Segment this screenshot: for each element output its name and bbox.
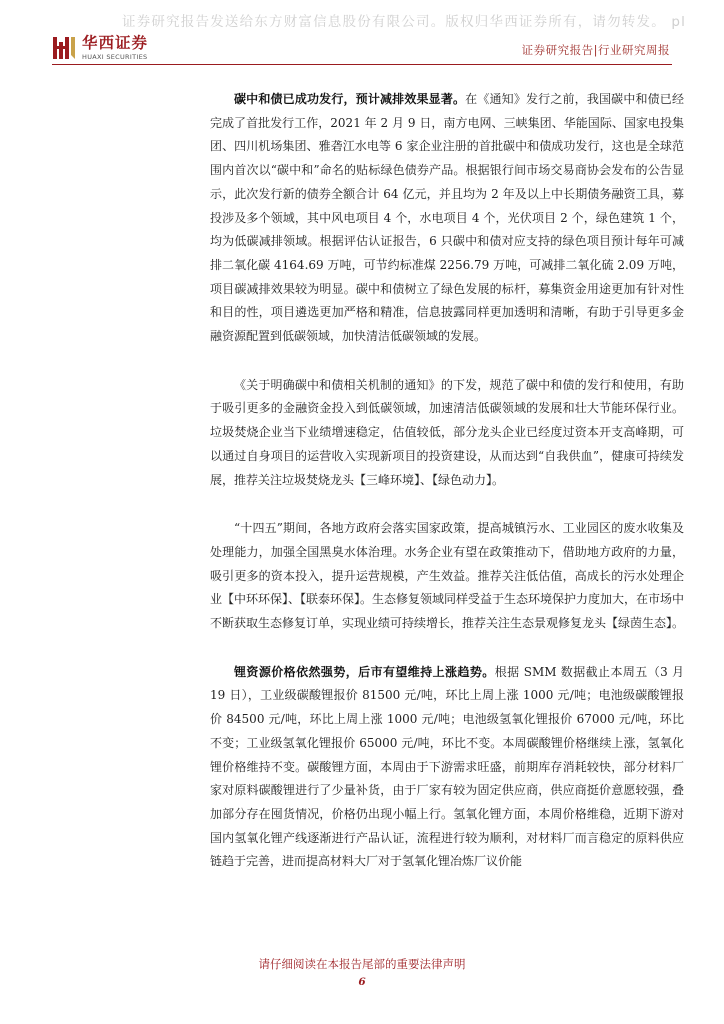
report-body — [210, 88, 684, 899]
huaxi-logo-icon — [52, 34, 76, 62]
paragraph-carbon-neutral-bond — [210, 88, 684, 349]
paragraph-text: 《关于明确碳中和债相关机制的通知》的下发，规范了碳中和债的发行和使用，有助于吸引更多的金融资金投入到低碳领域，加速清洁低碳领域的发展和壮大节能环保行业。垃圾焚烧企业当下业绩增速稳定，估值较低，部分龙头企业已经度过资本开支高峰期，可以通过自身项目的运营收入实现新项目的投资建设，从而达到“自我供血”，健康可持续发展，推荐关注垃圾焚烧龙头【三峰环境】、【绿色动力】。 — [210, 377, 684, 487]
page-number: 6 — [358, 976, 366, 988]
watermark: 证券研究报告发送给东方财富信息股份有限公司。版权归华西证券所有，请勿转发。 pl — [122, 14, 687, 30]
paragraph-lead: 锂资源价格依然强势，后市有望维持上涨趋势。 — [234, 664, 495, 679]
legal-disclaimer-note: 请仔细阅读在本报告尾部的重要法律声明 — [258, 957, 466, 971]
header-divider — [52, 64, 672, 65]
paragraph-lithium-prices — [210, 661, 684, 874]
paragraph-text: 在《通知》发行之前，我国碳中和债已经完成了首批发行工作，2021 年 2 月 9 日，南方电网、三峡集团、华能国际、国家电投集团、四川机场集团、雅砻江水电等 6 家企业注册的首批碳中和债成功发行，这也是全球范围内首次以“碳中和”命名的贴标绿色债券产品。根据银行间市场交易商协会发布的公告显示，此次发行新的债券全额合计 64 亿元，并且均为 2 年及以上中长期债务融资工具，募投涉及多个领域，其中风电项目 4 个，水电项目 4 个，光伏项目 2 个，绿色建筑 1 个，均为低碳减排领域。根据评估认证报告，6 只碳中和债对应支持的绿色项目预计每年可减排二氧化碳 4164.69 万吨，可节约标准煤 2256.79 万吨，可减排二氧化硫 2.09 万吨，项目碳减排效果较为明显。碳中和债树立了绿色发展的标杆，募集资金用途更加有针对性和目的性，项目遴选更加严格和精准，信息披露同样更加透明和清晰，有助于引导更多金融资源配置到低碳领域，加快清洁低碳领域的发展。 — [210, 92, 684, 344]
paragraph-text: “十四五”期间，各地方政府会落实国家政策，提高城镇污水、工业园区的废水收集及处理能力，加强全国黑臭水体治理。水务企业有望在政策推动下，借助地方政府的力量，吸引更多的资本投入，提升运营规模，产生效益。推荐关注低估值，高成长的污水处理企业【中环环保】、【联泰环保】。生态修复领域同样受益于生态环境保护力度加大，在市场中不断获取生态修复订单，实现业绩可持续增长，推荐关注生态景观修复龙头【绿茵生态】。 — [210, 521, 685, 631]
logo-chinese-name: 华西证券 — [82, 33, 149, 52]
company-logo — [52, 34, 148, 62]
logo-english-name: HUAXI SECURITIES — [82, 53, 148, 61]
paragraph-lead: 碳中和债已成功发行，预计减排效果显著。 — [234, 92, 466, 106]
paragraph-notice-impact — [210, 374, 684, 493]
paragraph-text: 根据 SMM 数据截止本周五（3 月 19 日），工业级碳酸锂报价 81500 元/吨，环比上周上涨 1000 元/吨；电池级碳酸锂报价 84500 元/吨，环比上周上涨 1000 元/吨；电池级氢氧化锂报价 67000 元/吨，环比不变；工业级氢氧化锂报价 65000 元/吨，环比不变。本周碳酸锂价格继续上涨，氢氧化锂价格维持不变。碳酸锂方面，本周由于下游需求旺盛，前期库存消耗较快，部分材料厂家对原料碳酸锂进行了少量补货，由于厂家有较为固定供应商，供应商挺价意愿较强，叠加部分存在囤货情况，价格仍出现小幅上行。氢氧化锂方面，本周价格维稳，近期下游对国内氢氧化锂产线逐渐进行产品认证，流程进行较为顺利，对材料厂而言稳定的原料供应链趋于完善，进而提高材料大厂对于氢氧化锂冶炼厂议价能 — [210, 664, 684, 869]
paragraph-water-treatment — [210, 517, 684, 636]
report-type-label: 证券研究报告|行业研究周报 — [521, 43, 670, 57]
